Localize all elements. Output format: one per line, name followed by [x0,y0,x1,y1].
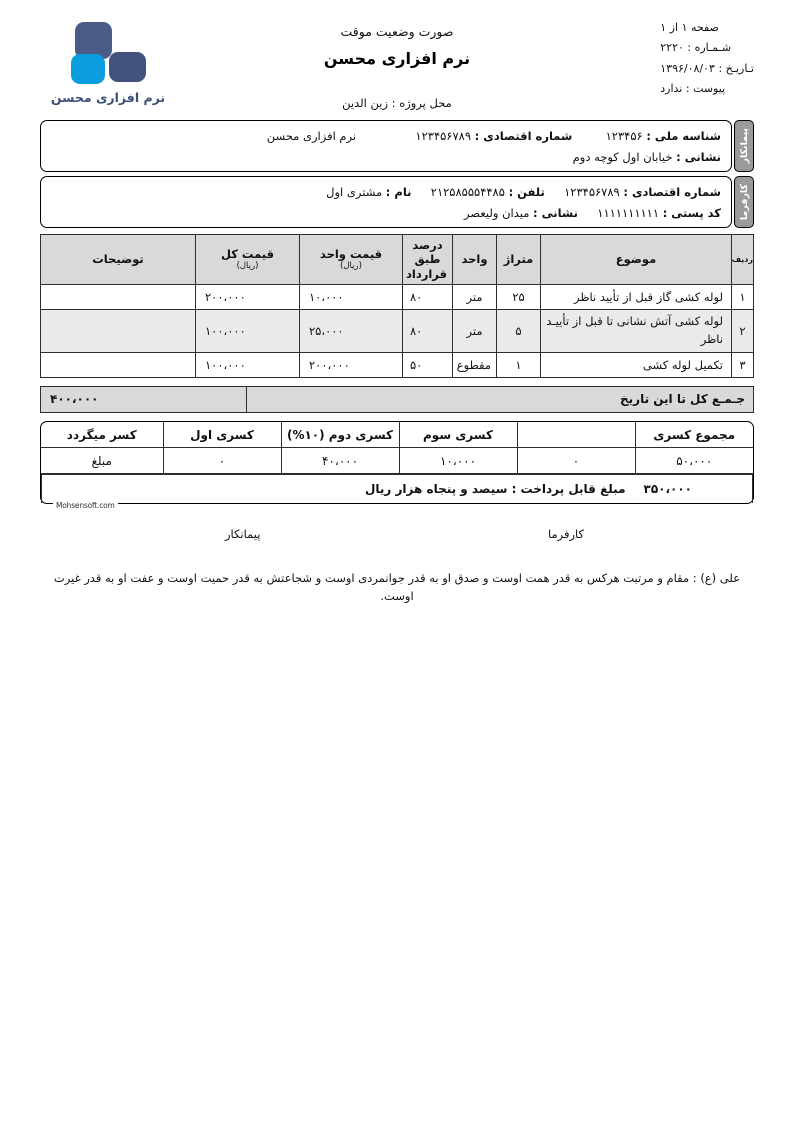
cell-total-price: ۱۰۰،۰۰۰ [196,310,300,353]
cell-index: ۳ [732,352,754,377]
meta-page: صفحه ۱ از ۱ [660,21,719,34]
cell-metraj: ۲۵ [497,285,541,310]
payable-text: مبلغ قابل پرداخت : سیصد و پنجاه هزار ریال [42,475,635,503]
col-header-description: توضیحات [41,235,196,285]
contractor-econ-value: ۱۲۳۴۵۶۷۸۹ [415,129,472,143]
employer-name-value: مشتری اول [326,185,383,199]
contractor-address-label: نشانی : [676,150,721,165]
cell-unit-price: ۲۵،۰۰۰ [300,310,403,353]
col-header-unit: واحد [453,235,497,285]
employer-line-1 [51,182,721,203]
deductions-value-blank: ۰ [517,448,635,474]
employer-phone-value: ۲۱۲۵۸۵۵۵۴۴۸۵ [430,185,505,199]
employer-tab [734,176,754,228]
employer-address-value: میدان ولیعصر [464,206,530,221]
employer-section [40,176,754,228]
deductions-value-row [41,448,753,474]
meta-date [660,59,754,79]
contractor-national-value: ۱۲۳۴۵۶ [605,129,643,143]
meta-number-label: شـمـاره : [687,41,732,55]
col-header-unit-price-main: قیمت واحد [319,247,383,262]
cell-metraj: ۵ [497,310,541,353]
logo-wordmark: نرم افزارى محسن [50,90,166,105]
col-header-unit-price-sub: (ریال) [340,261,362,272]
signature-employer: کارفرما [547,526,584,541]
col-header-total-price-sub: (ریال) [236,261,259,272]
cell-unit: مقطوع [453,352,497,377]
deductions-value-third: ۱۰،۰۰۰ [399,448,517,474]
cell-description [41,285,196,310]
cell-total-price: ۲۰۰،۰۰۰ [196,285,300,310]
cell-metraj: ۱ [497,352,541,377]
document-subtitle: صورت وضعیت موقت [340,24,454,39]
cell-description [41,352,196,377]
page-title: نرم افزاری محسن [323,49,471,68]
employer-line-2 [51,203,721,224]
grand-total-row [41,386,754,412]
employer-postal-value: ۱۱۱۱۱۱۱۱۱۱ [597,206,660,221]
contractor-line-2 [51,147,721,168]
table-row [41,310,754,353]
contractor-econ-label: شماره اقتصادی : [474,129,573,143]
items-table-header-row [41,235,754,285]
col-header-percent: درصد طبق قرارداد [403,235,453,285]
project-location [40,96,754,110]
meta-date-label: تـاریـخ : [718,61,754,75]
deductions-value-first: ۰ [163,448,281,474]
meta-date-value: ۱۳۹۶/۰۸/۰۳ [660,61,715,75]
deductions-col-first: کسری اول [163,422,281,448]
contractor-national-label: شناسه ملی : [646,129,721,143]
contractor-line-1 [51,126,721,147]
meta-attachment [660,79,754,99]
cell-percent: ۵۰ [403,352,453,377]
employer-econ-label: شماره اقتصادی : [623,185,721,199]
cell-subject: لوله کشی آتش نشانی تا قبل از تأییـد ناظر [541,310,732,353]
cell-unit: متر [453,285,497,310]
meta-number [660,38,754,58]
project-location-label: محل پروژه : [391,96,452,110]
items-table-wrapper [40,234,754,378]
table-row [41,352,754,377]
employer-econ-value: ۱۲۳۴۵۶۷۸۹ [564,185,620,199]
payable-row [42,475,753,503]
footer-quote: علی (ع) : مقام و مرتبت هرکس به قدر همت اوست و صدق او به قدر جوانمردی اوست و شجاعتش به قدر حمیت اوست و عفت او به قدر غیرت اوست. [53,570,741,604]
deductions-col-third: کسری سوم [399,422,517,448]
grand-total-label: جـمـع کل تا این تاریخ [247,386,754,412]
grand-total-value: ۴۰۰،۰۰۰ [41,386,247,412]
cell-unit: متر [453,310,497,353]
employer-name-label: نام : [385,185,412,199]
items-table [40,234,754,378]
employer-tab-label: کارفرما [738,183,750,221]
document-meta [660,18,754,99]
cell-unit-price: ۱۰،۰۰۰ [300,285,403,310]
employer-address-label: نشانی : [533,206,578,221]
cell-description [41,310,196,353]
meta-attachment-label: پیوست : [685,82,726,96]
contractor-name-value: نرم افزاری محسن [266,129,357,143]
col-header-index: ردیف [732,235,754,285]
watermark: Mohsensoft.com [53,501,118,510]
col-header-total-price [196,235,300,285]
employer-postal-label: کد پستی : [662,206,721,221]
deductions-row-label: مبلغ [41,448,163,474]
contractor-box [40,120,732,172]
employer-phone-label: تلفن : [508,185,545,199]
deductions-value-sum: ۵۰،۰۰۰ [635,448,753,474]
cell-subject: تکمیل لوله کشی [541,352,732,377]
grand-total-table [40,386,754,413]
meta-number-value: ۲۲۲۰ [660,41,684,55]
deductions-col-title: کسر میگردد [41,422,163,448]
signatures-section [40,527,754,547]
cell-subject: لوله کشی گاز قبل از تأیید ناظر [541,285,732,310]
deductions-section [40,421,754,510]
contractor-section [40,120,754,172]
cell-percent: ۸۰ [403,310,453,353]
paper-sheet [8,0,786,1123]
deductions-col-blank [517,422,635,448]
payable-table [41,474,753,503]
deductions-table [41,422,753,475]
deductions-header-row [41,422,753,448]
deductions-col-sum: مجموع کسری [635,422,753,448]
contractor-address-value: خیابان اول کوچه دوم [572,150,673,165]
cell-unit-price: ۲۰۰،۰۰۰ [300,352,403,377]
document-header [40,18,754,116]
col-header-subject: موضوع [541,235,732,285]
col-header-metraj: متراژ [497,235,541,285]
deductions-value-second: ۴۰،۰۰۰ [281,448,399,474]
deductions-col-second: کسری دوم (۱۰%) [281,422,399,448]
project-location-value: زین الدین [342,96,389,110]
cell-index: ۲ [732,310,754,353]
title-block [40,24,754,68]
contractor-tab-label: پیمانکار [738,128,750,164]
cell-total-price: ۱۰۰،۰۰۰ [196,352,300,377]
table-row [41,285,754,310]
contractor-tab [734,120,754,172]
employer-box [40,176,732,228]
col-header-total-price-main: قیمت کل [220,247,275,262]
cell-index: ۱ [732,285,754,310]
cell-percent: ۸۰ [403,285,453,310]
meta-attachment-value: ندارد [660,82,683,96]
payable-value: ۳۵۰،۰۰۰ [635,475,753,503]
signature-contractor: پیمانکار [225,526,261,541]
col-header-unit-price [300,235,403,285]
document-content [40,18,754,606]
